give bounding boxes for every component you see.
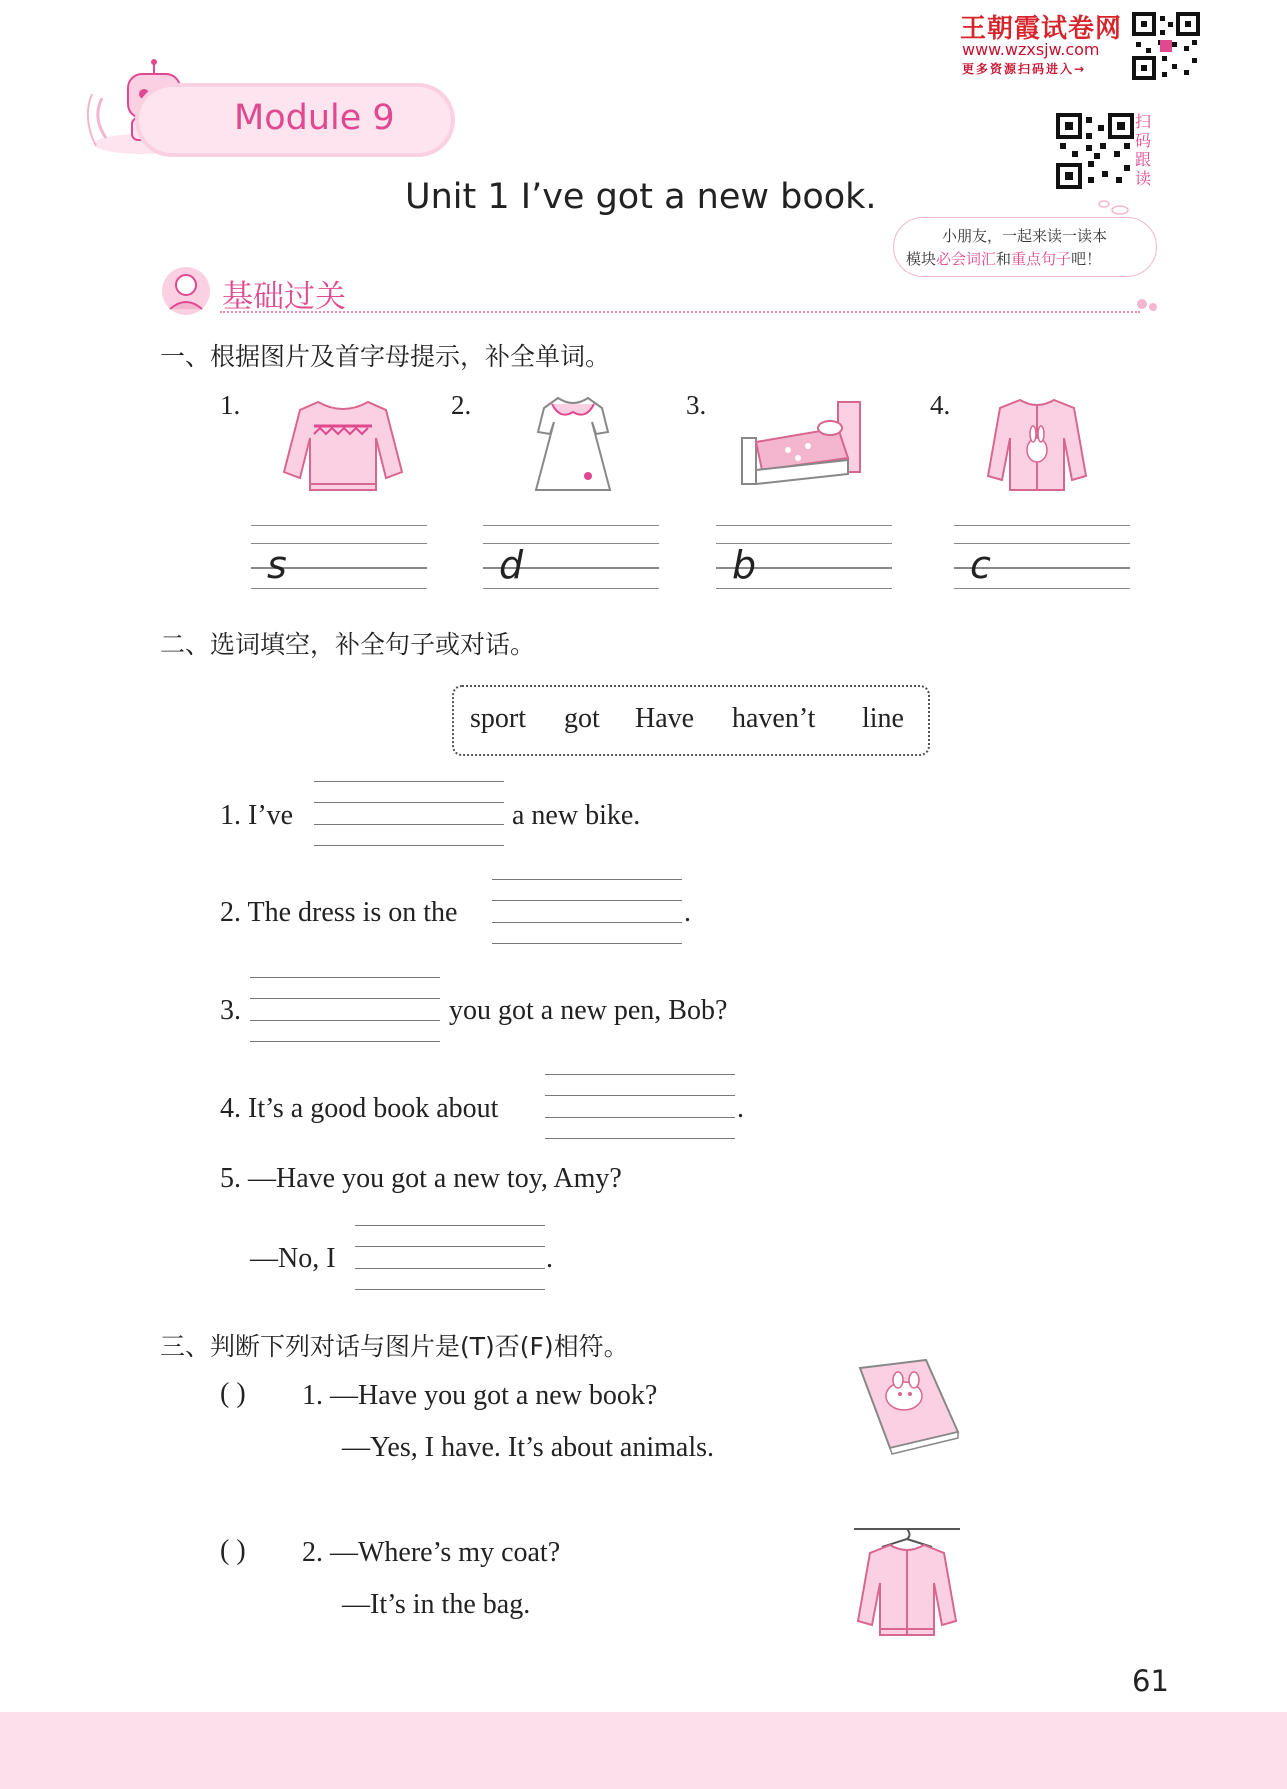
q1-item-number: 3. <box>686 390 707 420</box>
tip-highlight-sentences: 重点句子 <box>1011 250 1072 268</box>
q1-hint-letter: c <box>970 543 991 587</box>
q2-s1-before: 1. I’ve <box>220 800 294 831</box>
word-bank-item: haven’t <box>732 703 816 734</box>
tip-text: 和 <box>996 250 1012 268</box>
word-bank-item: line <box>862 703 904 734</box>
q1-item-number: 4. <box>930 390 951 420</box>
q2-s1-after: a new bike. <box>512 800 641 831</box>
tip-line-1: 小朋友，一起来读一读本 <box>942 227 1108 245</box>
q1-hint-letter: b <box>732 543 757 587</box>
brand-qr-code-icon[interactable] <box>1132 12 1200 80</box>
q2-s3-after: you got a new pen, Bob? <box>449 995 728 1026</box>
q2-s4-before: 4. It’s a good book about <box>220 1093 499 1124</box>
q2-s5-before: —No, I <box>250 1243 336 1274</box>
q2-s5-blank[interactable] <box>355 1225 545 1289</box>
q2-s4-after: . <box>737 1093 744 1124</box>
q2-s5-after: . <box>546 1243 553 1274</box>
coat-on-hanger-icon <box>852 1525 962 1645</box>
brand-name: 王朝霞试卷网 <box>960 14 1123 43</box>
word-bank <box>452 685 930 756</box>
q2-s4-blank[interactable] <box>545 1074 735 1138</box>
divider-dots-icon <box>1136 298 1160 314</box>
q3-item1-answer-paren[interactable]: ( ) <box>220 1378 246 1409</box>
q3-item1-answer: —Yes, I have. It’s about animals. <box>342 1432 714 1463</box>
tip-line-2 <box>906 248 1101 269</box>
q2-s3-before: 3. <box>220 995 241 1026</box>
q2-s2-blank[interactable] <box>492 879 682 943</box>
q3-item2-answer-paren[interactable]: ( ) <box>220 1535 246 1566</box>
q2-heading: 二、选词填空，补全句子或对话。 <box>160 630 536 659</box>
q3-item2-answer: —It’s in the bag. <box>342 1589 531 1620</box>
q3-item1-question: 1. —Have you got a new book? <box>302 1380 658 1411</box>
scan-qr-code-icon[interactable] <box>1056 113 1134 189</box>
footer-band <box>0 1712 1287 1789</box>
page-number: 61 <box>1132 1664 1169 1698</box>
q1-hint-letter: d <box>499 543 524 587</box>
word-bank-item: got <box>564 703 600 734</box>
q1-item-number: 1. <box>220 390 241 420</box>
tip-text: 模块 <box>906 250 937 268</box>
q1-answer-grid-3[interactable] <box>716 525 892 589</box>
tip-highlight-vocab: 必会词汇 <box>936 250 997 268</box>
book-icon <box>856 1356 962 1456</box>
module-title: Module 9 <box>234 98 395 138</box>
word-bank-item: Have <box>635 703 695 734</box>
q2-s1-blank[interactable] <box>314 781 504 845</box>
q1-answer-grid-2[interactable] <box>483 525 659 589</box>
q2-s3-blank[interactable] <box>250 977 440 1041</box>
q1-hint-letter: s <box>267 543 287 587</box>
q2-s5-line1: 5. —Have you got a new toy, Amy? <box>220 1163 622 1194</box>
unit-title: Unit 1 I’ve got a new book. <box>405 177 877 217</box>
q3-item2-question: 2. —Where’s my coat? <box>302 1537 561 1568</box>
q2-s2-before: 2. The dress is on the <box>220 897 458 928</box>
q2-s2-after: . <box>684 897 691 928</box>
brand-url[interactable]: www.wzxsjw.com <box>962 40 1100 59</box>
section-divider <box>220 311 1140 313</box>
brand-more-link[interactable]: 更多资源扫码进入→ <box>962 62 1087 76</box>
section-title: 基础过关 <box>222 279 346 315</box>
girl-reading-icon <box>160 265 212 317</box>
q1-heading: 一、根据图片及首字母提示，补全单词。 <box>160 342 611 371</box>
tip-text: 吧！ <box>1071 250 1102 268</box>
bed-icon <box>738 398 866 488</box>
q1-item-number: 2. <box>451 390 472 420</box>
scan-label: 扫码跟读 <box>1135 112 1152 188</box>
q1-answer-grid-1[interactable] <box>251 525 427 589</box>
coat-icon <box>984 392 1090 496</box>
tip-bubble <box>893 217 1157 277</box>
q1-answer-grid-4[interactable] <box>954 525 1130 589</box>
bubble-tail-icon <box>1090 196 1130 216</box>
dress-icon <box>530 392 616 496</box>
word-bank-item: sport <box>470 703 526 734</box>
sweater-icon <box>280 392 406 496</box>
q3-heading: 三、判断下列对话与图片是(T)否(F)相符。 <box>160 1332 629 1361</box>
